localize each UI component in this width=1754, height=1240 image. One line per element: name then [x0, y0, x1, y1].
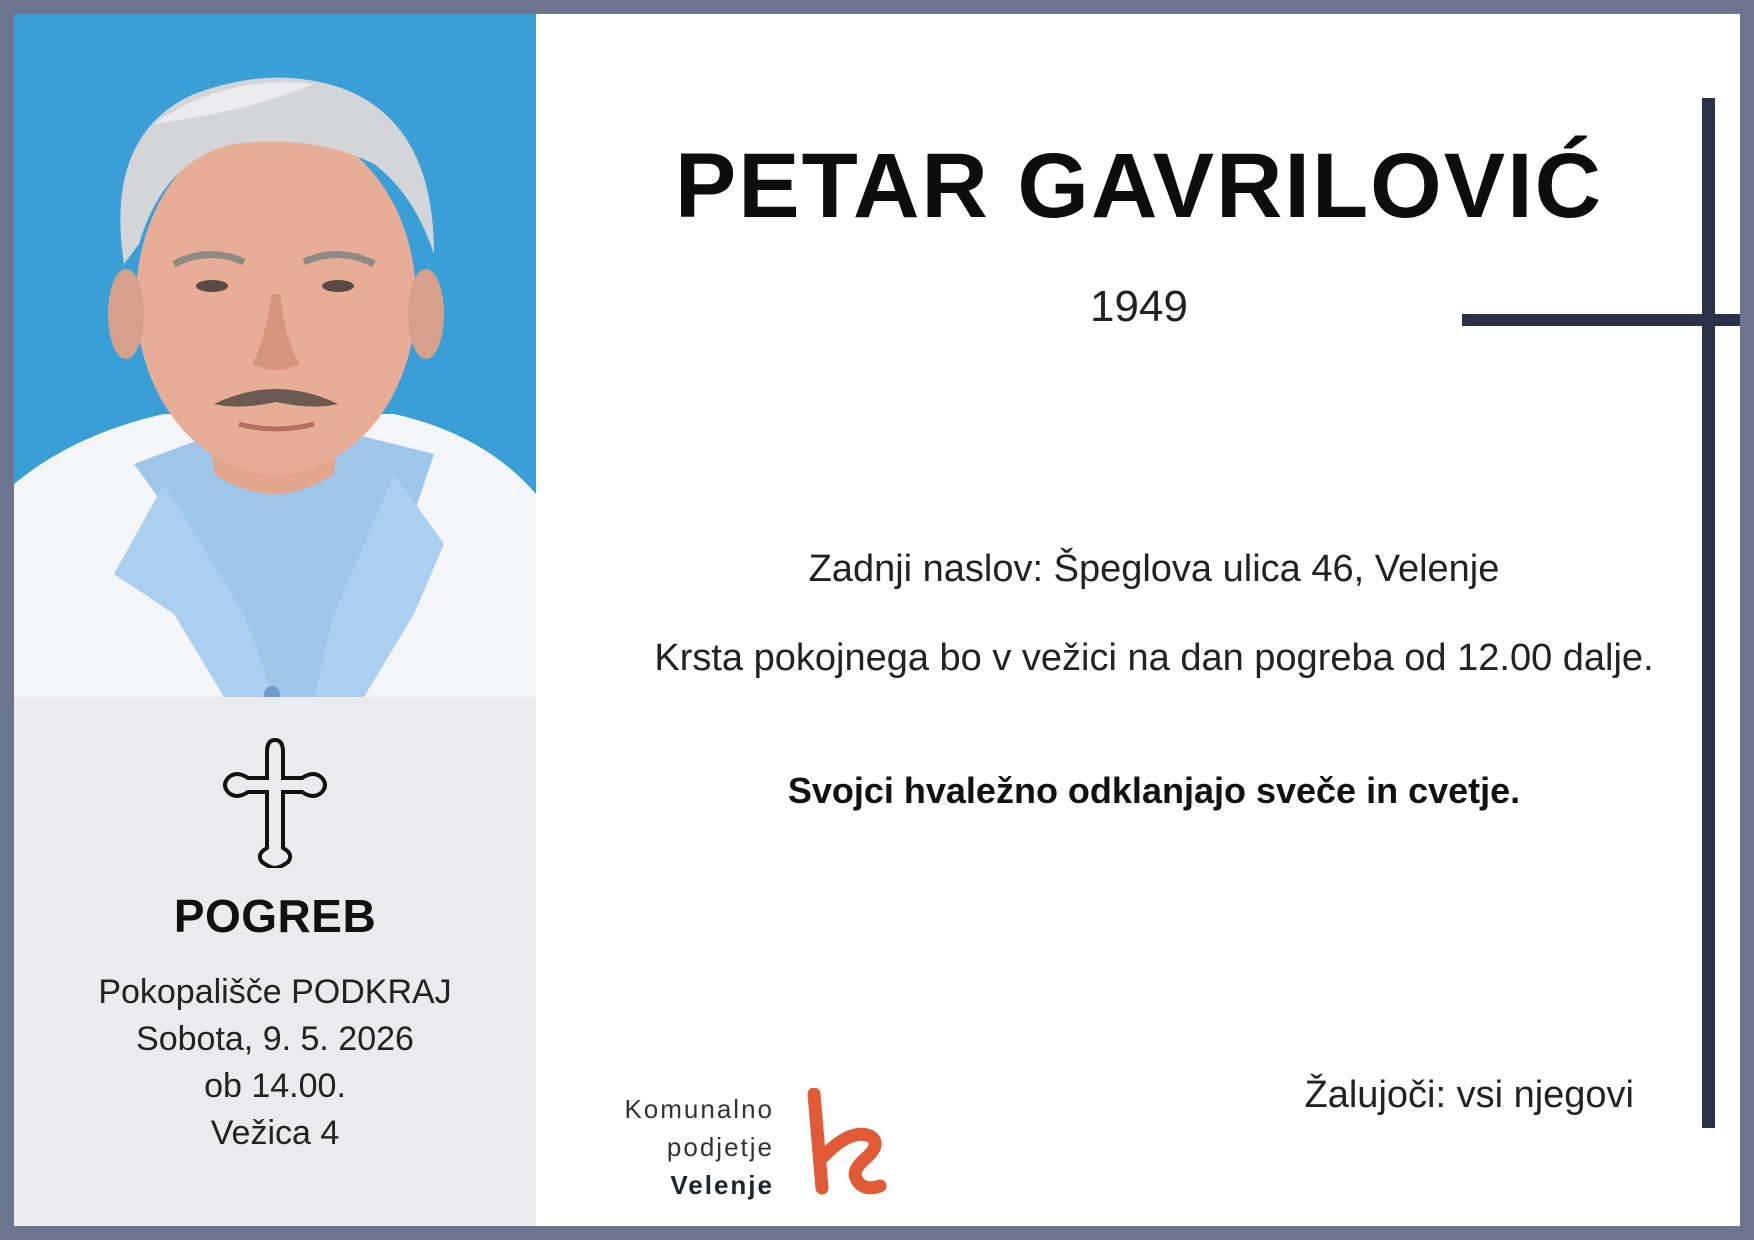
company-name-line1: Komunalno — [624, 1094, 774, 1124]
funeral-info — [14, 697, 536, 1226]
thanks-notice: Svojci hvaležno odklanjajo sveče in cvetje. — [787, 770, 1521, 811]
company-name-line2: podjetje — [666, 1132, 774, 1162]
left-panel — [14, 14, 536, 1226]
funeral-location: Pokopališče PODKRAJ — [98, 973, 452, 1011]
mourners: Žalujoči: vsi njegovi — [1304, 1074, 1634, 1116]
deceased-year: 1949 — [1090, 282, 1188, 331]
obituary-card — [14, 14, 1740, 1226]
portrait-photo — [14, 14, 536, 697]
company-name-line3: Velenje — [670, 1170, 774, 1200]
memorial-cross-icon — [1702, 98, 1715, 1128]
last-address: Zadnji naslov: Špeglova ulica 46, Velenje — [808, 548, 1500, 590]
funeral-title: POGREB — [173, 890, 377, 942]
funeral-date: Sobota, 9. 5. 2026 — [136, 1020, 414, 1058]
funeral-chapel: Vežica 4 — [210, 1114, 340, 1152]
remains-notice: Krsta pokojnega bo v vežici na dan pogreba od 12.00 dalje. — [654, 637, 1654, 679]
funeral-time: ob 14.00. — [204, 1067, 346, 1105]
memorial-cross-bar — [1462, 314, 1740, 326]
deceased-name: PETAR GAVRILOVIĆ — [674, 135, 1604, 237]
kp-logo-icon — [800, 1088, 890, 1198]
ornate-cross-icon — [222, 738, 328, 868]
